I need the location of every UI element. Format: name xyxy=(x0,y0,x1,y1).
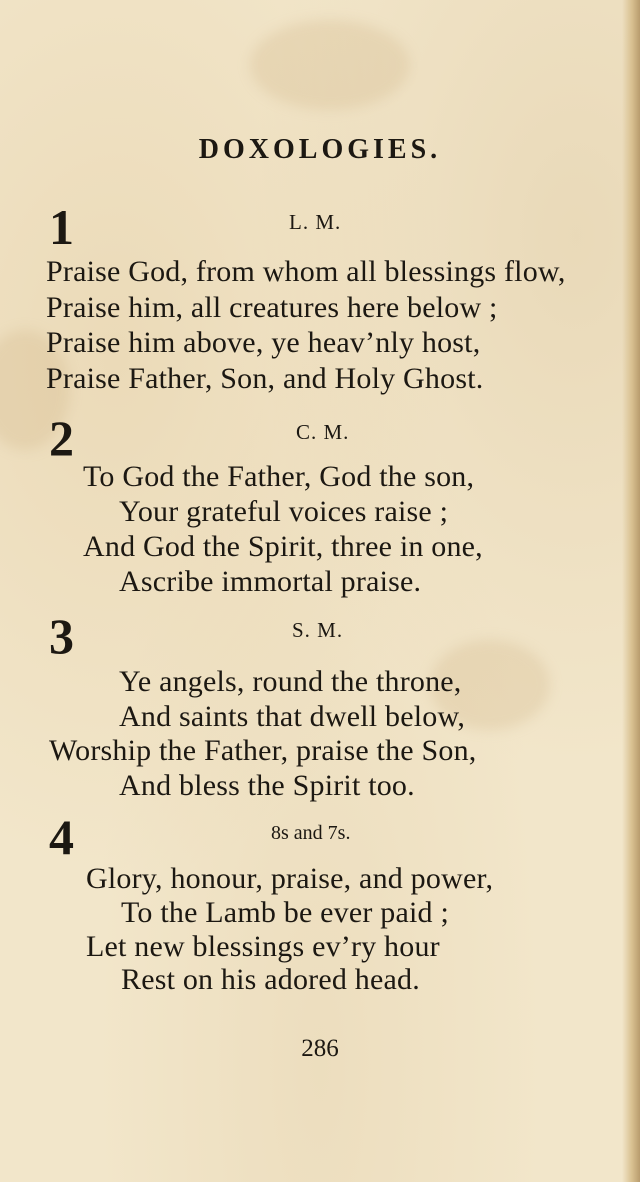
hymn-line: To the Lamb be ever paid ; xyxy=(121,896,449,929)
hymn-line: Your grateful voices raise ; xyxy=(119,495,449,528)
hymn-number: 1 xyxy=(49,199,74,255)
hymn-number: 2 xyxy=(49,410,74,466)
hymn-meter: L. M. xyxy=(289,210,342,234)
hymn-line: Worship the Father, praise the Son, xyxy=(49,734,477,767)
hymn-line: Praise him, all creatures here below ; xyxy=(46,291,498,324)
hymn-line: Praise God, from whom all blessings flow, xyxy=(46,255,566,288)
paper-stain xyxy=(250,20,410,110)
hymn-line: And God the Spirit, three in one, xyxy=(83,530,483,563)
hymn-line: Ye angels, round the throne, xyxy=(119,665,462,698)
hymn-line: To God the Father, God the son, xyxy=(83,460,475,493)
hymn-line: And bless the Spirit too. xyxy=(119,769,415,802)
hymn-meter: C. M. xyxy=(296,420,350,444)
hymn-number: 3 xyxy=(49,608,74,664)
page-number: 286 xyxy=(301,1035,339,1062)
page-edge xyxy=(622,0,640,1182)
hymn-line: Praise Father, Son, and Holy Ghost. xyxy=(46,362,484,395)
hymn-meter: 8s and 7s. xyxy=(271,822,351,844)
hymn-line: Rest on his adored head. xyxy=(121,963,420,996)
hymn-line: Praise him above, ye heav’nly host, xyxy=(46,326,481,359)
page-title: DOXOLOGIES. xyxy=(198,134,442,165)
hymn-line: Ascribe immortal praise. xyxy=(119,565,422,598)
hymn-line: Glory, honour, praise, and power, xyxy=(86,862,494,895)
hymn-line: And saints that dwell below, xyxy=(119,700,466,733)
hymn-meter: S. M. xyxy=(292,618,344,642)
hymn-number: 4 xyxy=(49,809,74,865)
hymn-line: Let new blessings ev’ry hour xyxy=(86,930,440,963)
